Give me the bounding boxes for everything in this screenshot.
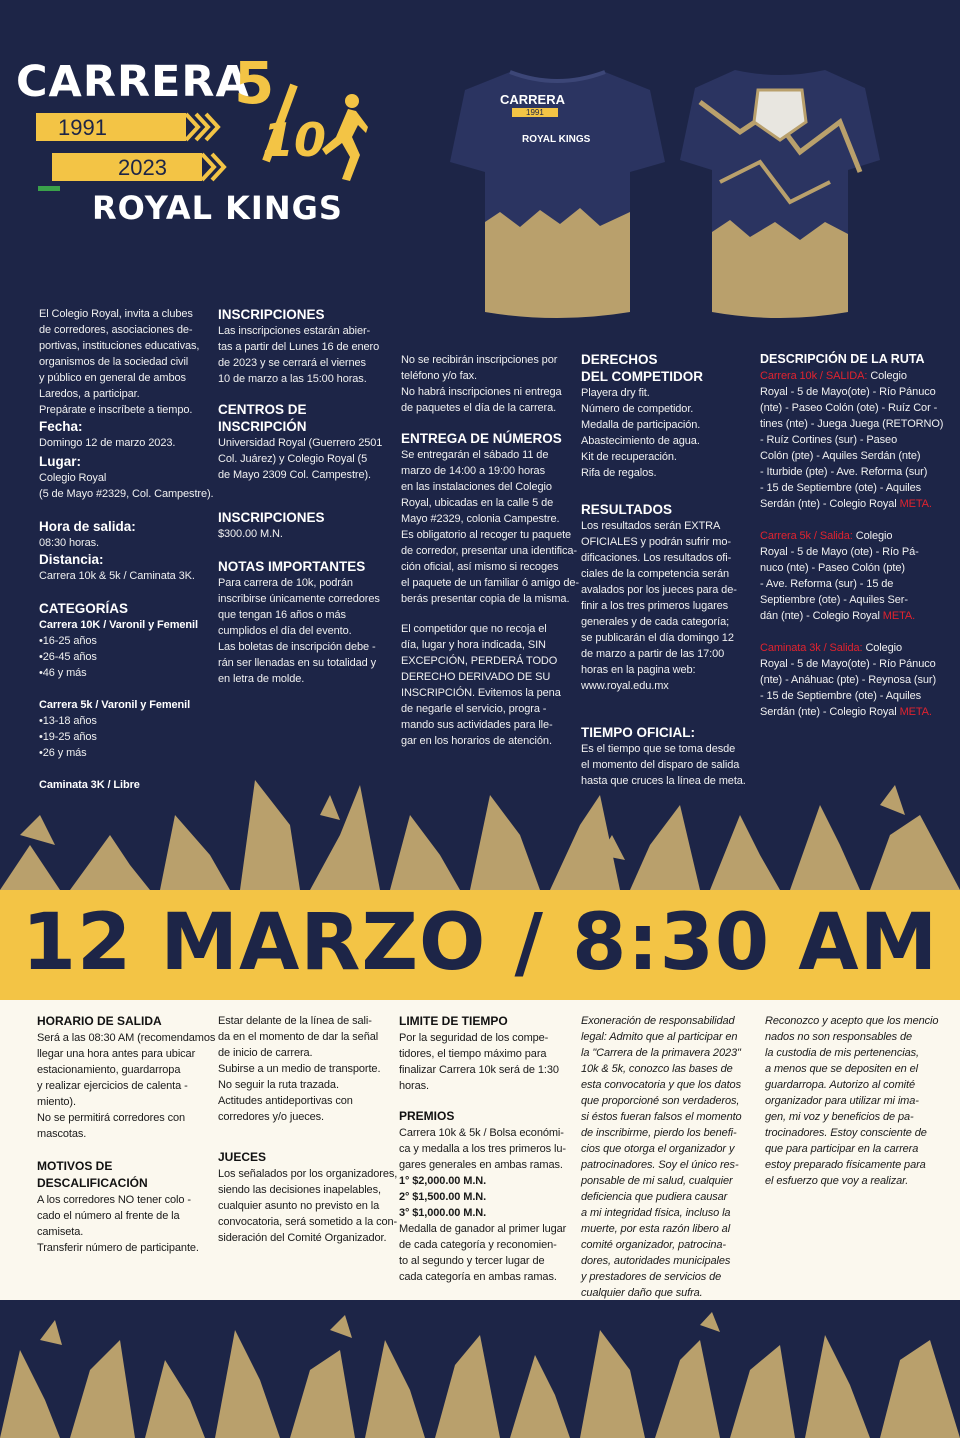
motivos-text: A los corredores NO tener colo - cado el número al frente de la camiseta. Transferir número de participante. [37,1194,199,1254]
premios-list: 1° $2,000.00 M.N. 2° $1,500.00 M.N. 3° $1,000.00 M.N. [399,1175,487,1219]
ruta-10k: Carrera 10k / SALIDA: Colegio Royal - 5 de Mayo(ote) - Río Pánuco (nte) - Paseo Colón (ote) - Ruíz Cor - tines (nte) - Juega Juega (RETORNO) - Ruíz Cortines (sur) - Paseo Colón (pte) - Aquiles Serdán (nte) - Iturbide (pte) - Ave. Reforma (sur) - 15 de Septiembre (ote) - Aquiles Serdán (nte) - Colegio Royal META. [760,370,944,510]
centros-heading: CENTROS DE INSCRIPCIÓN [218,402,307,434]
hora-text: 08:30 horas. [39,537,99,549]
tiempo-heading: TIEMPO OFICIAL: [581,725,695,740]
intro-text: El Colegio Royal, invita a clubes de corredores, asociaciones de- portivas, instituciones educativas, organismos de la sociedad civil y público en general de ambos Laredos, a participar. Prepárate e inscríbete a tiempo. [39,308,200,416]
logo-brand: ROYAL KINGS [92,189,343,227]
date-banner [0,890,960,1000]
limite-heading: LIMITE DE TIEMPO [399,1014,508,1028]
ruta-3k: Caminata 3k / Salida: Colegio Royal - 5 de Mayo(ote) - Río Pánuco (nte) - Anáhuac (pte) - Reynosa (sur) - 15 de Septiembre (ote) - Aquiles Serdán (nte) - Colegio Royal META. [760,642,937,718]
reconozco-text: Reconozco y acepto que los mencio nados no son responsables de la custodia de mis pertenencias, a menos que se depositen en el guardarropa. Autorizo al comité organizador para utilizar mi ima- gen, mi voz y beneficios de pa- trocinadores. Estoy consciente de que para participar en la carrera estoy preparado físicamente para el esfuerzo que voy a realizar. [765,1015,939,1187]
cat5-list: •13-18 años •19-25 años •26 y más [39,715,97,759]
premios-heading: PREMIOS [399,1109,455,1123]
resultados-heading: RESULTADOS [581,502,672,517]
horario-heading: HORARIO DE SALIDA [37,1014,162,1028]
shirt-front-brand: ROYAL KINGS [522,134,591,145]
col-estar [218,1013,398,1246]
fecha-heading: Fecha: [39,419,83,434]
caminata-heading: Caminata 3K / Libre [39,779,140,791]
logo-ten: 10 [262,113,327,167]
resultados-text: Los resultados serán EXTRA OFICIALES y podrán sufrir mo- dificaciones. Los resultados ofi- ciales de la competencia serán avalados por los jueces para de- finir a los tres primeros lugares generales y de cada categoría; se publicarán el día domingo 12 de marzo a partir de las 17:00 horas en la pagina web: www.royal.edu.mx [581,520,737,692]
entrega-text: Se entregarán el sábado 11 de marzo de 14:00 a 19:00 horas en las instalaciones del Colegio Royal, ubicadas en la calle 5 de Mayo #2329, colonia Campestre. Es obligatorio al recoger tu paquete de corredor, presentar una identifica- ción oficial, así mismo si recoges el paquete de un familiar ó amigo de- berás presentar copia de la misma. [401,449,579,605]
lugar-text: Colegio Royal (5 de Mayo #2329, Col. Campestre). [39,472,214,500]
distancia-text: Carrera 10k & 5k / Caminata 3K. [39,570,195,582]
runner-icon [312,91,368,183]
cat5-heading: Carrera 5k / Varonil y Femenil [39,699,191,711]
premios-text: Carrera 10k & 5k / Bolsa económi- ca y medalla a los tres primeros lu- gares generales en ambas ramas. [399,1127,566,1171]
col-horario [37,1013,216,1256]
year-start: 1991 [58,115,107,140]
date-time-text: 12 MARZO / 8:30 AM [21,898,939,988]
tiempo-text: Es el tiempo que se toma desde el momento del disparo de salida hasta que cruces la línea de meta. [581,743,746,787]
shard-pattern-top [0,775,960,890]
estar-text: Estar delante de la línea de sali- da en el momento de dar la señal de inicio de carrera. Subirse a un medio de transporte. No seguir la ruta trazada. Actitudes antideportivas con corredores y/o jueces. [218,1015,381,1123]
ruta-heading: DESCRIPCIÓN DE LA RUTA [760,352,925,366]
col-entrega [401,352,579,749]
year-end: 2023 [118,155,167,180]
jueces-text: Los señalados por los organizadores, siendo las decisiones inapelables, cualquier asunto no previsto en la convocatoria, será sometido a la con- sideración del Comité Organizador. [218,1168,398,1244]
notas-heading: NOTAS IMPORTANTES [218,559,366,574]
logo-carrera: CARRERA [16,57,250,107]
col-ruta [760,351,945,720]
costo-text: $300.00 M.N. [218,528,283,540]
exoneracion-text: Exoneración de responsabilidad legal: Admito que al participar en la "Carrera de la primavera 2023" 10k & 5k, conozco las bases de esta convocatoria y que los datos que proporcioné son verdaderos, si éstos fueran falsos el momento de inscribirme, pierdo los benefi- cios que otorga el organizador y patrocinadores. Soy el único res- ponsable de mi salud, cualquier deficiencia que pudiera causar a mi integridad física, incluso la muerte, por esta razón libero al comité organizador, patrocina- dores, autoridades municipales y prestadores de servicios de cualquier daño que sufra. [581,1015,742,1299]
notas-text: Para carrera de 10k, podrán inscribirse únicamente corredores que tengan 16 años o más cumplidos el día del evento. Las boletas de inscripción debe - rán ser llenadas en su totalidad y en letra de molde. [218,577,380,685]
col-general [39,306,214,793]
col-derechos [581,351,751,789]
premios-text-2: Medalla de ganador al primer lugar de cada categoría y reconomien- to al segundo y tercer lugar de cada categoría en ambas ramas. [399,1223,567,1283]
inscripciones-text: Las inscripciones estarán abier- tas a partir del Lunes 16 de enero de 2023 y se cerrará el viernes 10 de marzo a las 15:00 horas. [218,325,380,385]
hora-heading: Hora de salida: [39,519,136,534]
col-reconozco [765,1013,940,1189]
ruta-5k: Carrera 5k / Salida: Colegio Royal - 5 de Mayo (ote) - Río Pá- nuco (nte) - Paseo Colón (pte) - Ave. Reforma (sur) - 15 de Septiembre (ote) - Aquiles Ser- dán (nte) - Colegio Royal META. [760,530,919,622]
shirt-front-year: 1991 [512,108,558,117]
chevron-arrows-icon [36,111,236,191]
cat10-heading: Carrera 10K / Varonil y Femenil [39,619,198,631]
event-logo [12,49,372,235]
motivos-heading: MOTIVOS DE DESCALIFICACIÓN [37,1159,148,1190]
shirt-front [450,62,665,322]
entrega-heading: ENTREGA DE NÚMEROS [401,431,562,446]
cat10-list: •16-25 años •26-45 años •46 y más [39,635,97,679]
limite-text: Por la seguridad de los compe- tidores, el tiempo máximo para finalizar Carrera 10k será de 1:30 horas. [399,1032,559,1092]
derechos-heading: DERECHOS DEL COMPETIDOR [581,352,704,384]
categorias-heading: CATEGORÍAS [39,601,129,616]
lugar-heading: Lugar: [39,454,81,469]
logo-five: 5 [234,49,275,117]
shard-pattern-bottom [0,1310,960,1438]
no-inscripciones-text: No se recibirán inscripciones por teléfono y/o fax. No habrá inscripciones ni entrega de paquetes el día de la carrera. [401,354,562,414]
horario-text: Será a las 08:30 AM (recomendamos llegar una hora antes para ubicar estacionamiento, guardarropa y realizar ejercicios de calenta - miento). No se permitirá corredores con mascotas. [37,1032,216,1140]
fecha-text: Domingo 12 de marzo 2023. [39,437,176,449]
col-limite [399,1013,571,1285]
costo-heading: INSCRIPCIONES [218,510,325,525]
inscripciones-heading: INSCRIPCIONES [218,307,325,322]
col-exoneracion [581,1013,751,1301]
derechos-list: Playera dry fit. Número de competidor. Medalla de participación. Abastecimiento de agua. Kit de recuperación. Rifa de regalos. [581,387,701,479]
distancia-heading: Distancia: [39,552,104,567]
shirt-back [680,62,880,322]
bottom-section [0,1000,960,1300]
col-inscripciones [218,306,388,687]
competidor-text: El competidor que no recoja el día, lugar y hora indicada, SIN EXCEPCIÓN, PERDERÁ TODO DERECHO DERIVADO DE SU INSCRIPCIÓN. Evitemos la pena de negarle el servicio, progra - mando sus actividades para lle- gar en los horarios de atención. [401,623,561,747]
centros-text: Universidad Royal (Guerrero 2501 Col. Juárez) y Colegio Royal (5 de Mayo 2309 Col. Campestre). [218,437,383,481]
jueces-heading: JUECES [218,1150,267,1164]
shirt-front-title: CARRERA [500,92,565,107]
